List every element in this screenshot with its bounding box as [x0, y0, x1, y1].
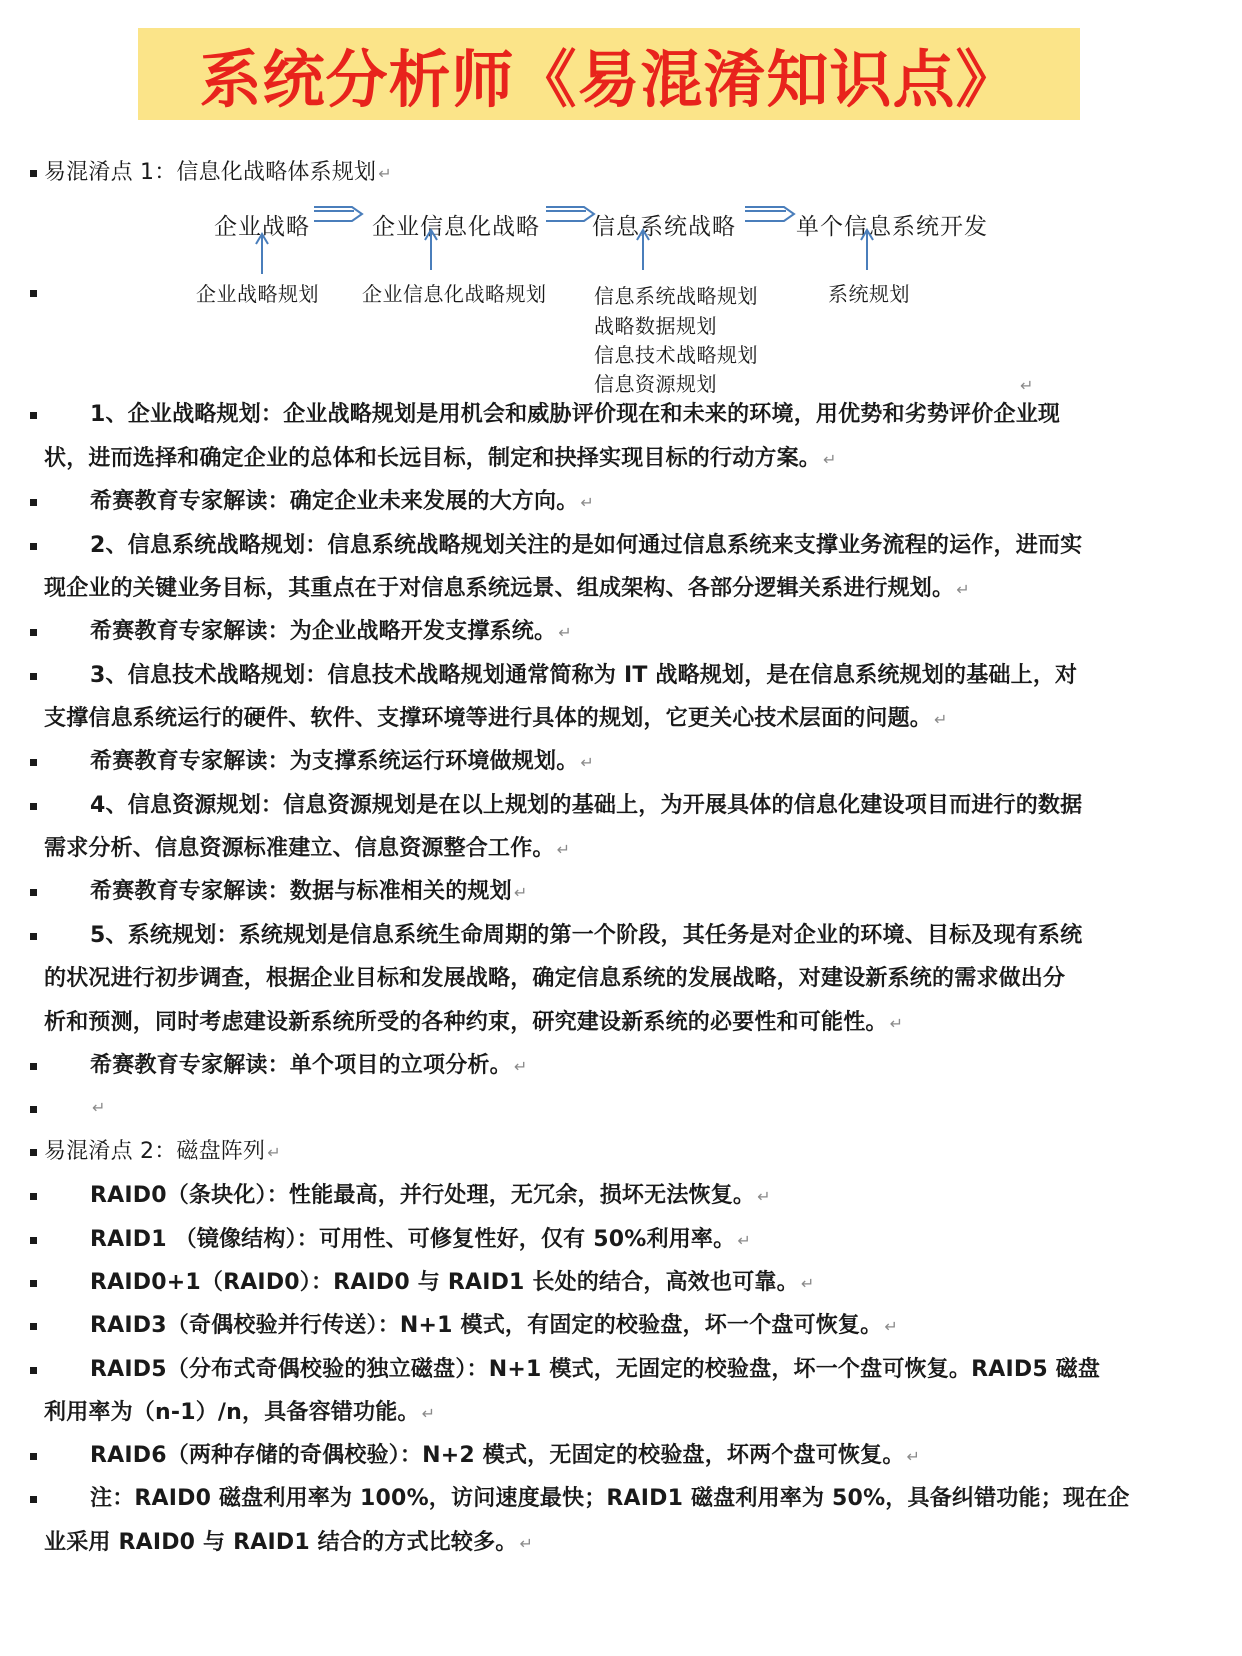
bullet	[30, 1149, 37, 1156]
bullet	[30, 1496, 37, 1503]
para-line: 析和预测，同时考虑建设新系统所受的各种约束，研究建设新系统的必要性和可能性。 ↵	[44, 1010, 904, 1035]
para-line: 2、信息系统战略规划：信息系统战略规划关注的是如何通过信息系统来支撑业务流程的运作，进而实	[90, 533, 1083, 558]
plan-enterprise-strategy: 企业战略规划	[196, 282, 319, 306]
bullet	[30, 499, 37, 506]
bullet	[30, 629, 37, 636]
arrow-up-icon	[637, 230, 649, 270]
stage-enterprise-strategy: 企业战略	[214, 214, 310, 240]
bullet	[30, 759, 37, 766]
raid-line: RAID0（条块化）：性能最高，并行处理，无冗余，损坏无法恢复。 ↵	[90, 1183, 771, 1208]
bullet	[30, 543, 37, 550]
bullet	[30, 1280, 37, 1287]
plan-strategic-data: 战略数据规划	[594, 314, 717, 338]
raid-line: RAID3（奇偶校验并行传送）：N+1 模式，有固定的校验盘，坏一个盘可恢复。 ↵	[90, 1313, 898, 1338]
bullet	[30, 290, 37, 297]
expert-note: 希赛教育专家解读：为支撑系统运行环境做规划。 ↵	[90, 749, 595, 774]
para-line: 4、信息资源规划：信息资源规划是在以上规划的基础上，为开展具体的信息化建设项目而进行的数据	[90, 793, 1083, 818]
raid-line: RAID0+1（RAID0）：RAID0 与 RAID1 长处的结合，高效也可靠。 ↵	[90, 1270, 815, 1295]
bullet	[30, 1193, 37, 1200]
expert-note: 希赛教育专家解读：为企业战略开发支撑系统。 ↵	[90, 619, 572, 644]
arrow-right-icon	[745, 207, 794, 221]
para-line: 5、系统规划：系统规划是信息系统生命周期的第一个阶段，其任务是对企业的环境、目标及现有系统	[90, 923, 1083, 948]
stage-single-system-dev: 单个信息系统开发	[796, 214, 988, 240]
raid-line: RAID5（分布式奇偶校验的独立磁盘）：N+1 模式，无固定的校验盘，坏一个盘可恢复。RAID5 磁盘	[90, 1357, 1101, 1382]
section2-heading: 易混淆点 2：磁盘阵列 ↵	[44, 1139, 281, 1164]
plan-is-strategy: 信息系统战略规划	[594, 284, 758, 308]
section1-heading: 易混淆点 1：信息化战略体系规划 ↵	[44, 160, 392, 185]
bullet	[30, 889, 37, 896]
para-line: 状，进而选择和确定企业的总体和长远目标，制定和抉择实现目标的行动方案。 ↵	[44, 446, 837, 471]
stage-is-strategy: 信息系统战略	[592, 214, 736, 240]
para-line: 3、信息技术战略规划：信息技术战略规划通常简称为 IT 战略规划，是在信息系统规划的基础上，对	[90, 663, 1078, 688]
bullet	[30, 1063, 37, 1070]
arrow-up-icon	[861, 230, 873, 270]
note-line: 注：RAID0 磁盘利用率为 100%，访问速度最快；RAID1 磁盘利用率为 50%，具备纠错功能；现在企	[90, 1486, 1130, 1511]
para-line: 1、企业战略规划：企业战略规划是用机会和威胁评价现在和未来的环境，用优势和劣势评价企业现	[90, 402, 1061, 427]
para-line: 支撑信息系统运行的硬件、软件、支撑环境等进行具体的规划，它更关心技术层面的问题。 ↵	[44, 706, 948, 731]
raid-line: RAID6（两种存储的奇偶校验）：N+2 模式，无固定的校验盘，坏两个盘可恢复。 ↵	[90, 1443, 921, 1468]
arrow-right-icon	[546, 207, 594, 221]
return-mark: ↵	[1020, 376, 1034, 395]
bullet	[30, 803, 37, 810]
bullet	[30, 1106, 37, 1113]
bullet	[30, 1237, 37, 1244]
raid-line: RAID1 （镜像结构）：可用性、可修复性好，仅有 50%利用率。 ↵	[90, 1227, 751, 1252]
note-line: 业采用 RAID0 与 RAID1 结合的方式比较多。 ↵	[44, 1530, 534, 1555]
arrow-up-icon	[256, 234, 268, 274]
raid-line: 利用率为（n-1）/n，具备容错功能。 ↵	[44, 1400, 436, 1425]
strategy-diagram	[0, 0, 1242, 420]
bullet	[30, 1367, 37, 1374]
stage-enterprise-info-strategy: 企业信息化战略	[372, 214, 540, 240]
page-title: 系统分析师《易混淆知识点》	[199, 42, 1019, 116]
plan-enterprise-info-strategy: 企业信息化战略规划	[362, 282, 547, 306]
bullet	[30, 1323, 37, 1330]
return-mark: ↵	[92, 1098, 106, 1117]
para-line: 需求分析、信息资源标准建立、信息资源整合工作。 ↵	[44, 836, 571, 861]
para-line: 现企业的关键业务目标，其重点在于对信息系统远景、组成架构、各部分逻辑关系进行规划。 ↵	[44, 576, 970, 601]
bullet	[30, 933, 37, 940]
bullet	[30, 412, 37, 419]
arrow-up-icon	[425, 230, 437, 270]
expert-note: 希赛教育专家解读：确定企业未来发展的大方向。 ↵	[90, 489, 595, 514]
para-line: 的状况进行初步调查，根据企业目标和发展战略，确定信息系统的发展战略，对建设新系统的需求做出分	[44, 966, 1066, 991]
plan-it-strategy: 信息技术战略规划	[594, 343, 758, 367]
bullet	[30, 673, 37, 680]
bullet	[30, 1453, 37, 1460]
expert-note: 希赛教育专家解读：数据与标准相关的规划 ↵	[90, 879, 528, 904]
arrow-right-icon	[314, 207, 362, 221]
plan-info-resource: 信息资源规划	[594, 372, 717, 396]
expert-note: 希赛教育专家解读：单个项目的立项分析。 ↵	[90, 1053, 528, 1078]
plan-system: 系统规划	[828, 282, 910, 306]
